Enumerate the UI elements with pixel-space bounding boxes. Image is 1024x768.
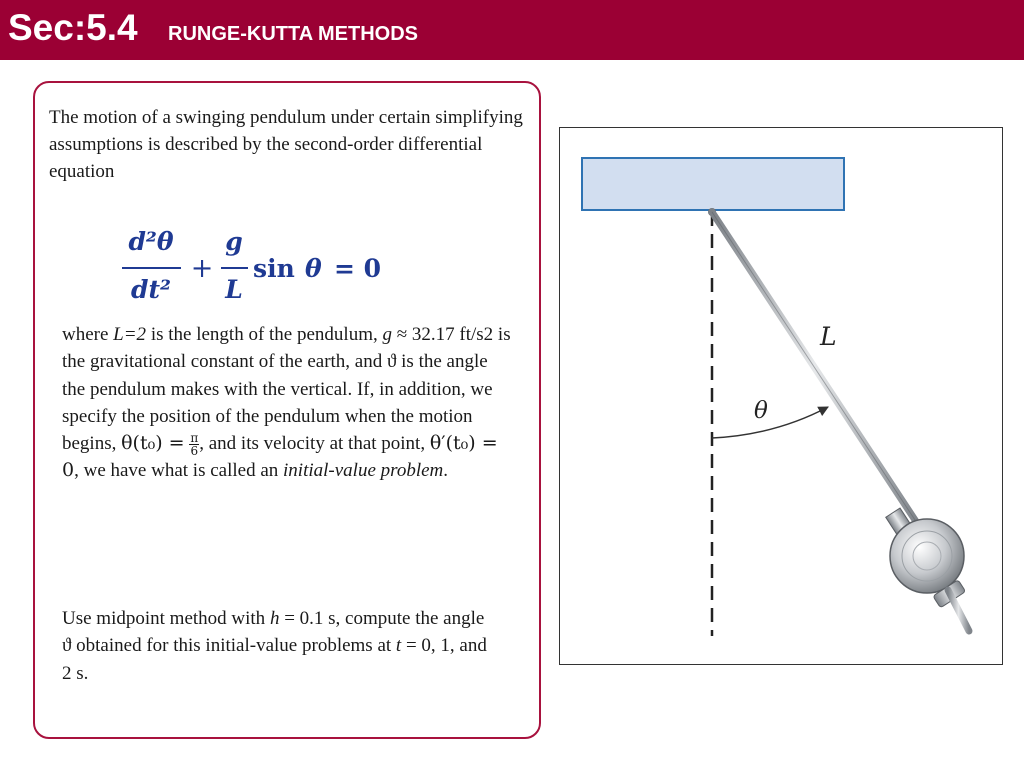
task-t: = 0, 1, and 2 s.	[62, 635, 487, 684]
pi-over-six	[189, 432, 199, 457]
pendulum-figure	[559, 127, 1003, 665]
pendulum-bob	[890, 519, 964, 593]
task-h: = 0.1 s, compute the angle ϑ obtained for this initial-value problems at	[62, 608, 485, 657]
task-pre: Use midpoint method with	[62, 608, 270, 629]
length-label: L	[820, 322, 837, 351]
title-bar	[0, 0, 1024, 60]
ceiling-block	[582, 158, 844, 210]
g-text: ≈ 32.17 ft/s2 is the gravitational constant of the earth, and ϑ is the angle the pendulum makes with the vertical. If, in addition, we specify the position of the pendulum when the motion begins,	[62, 324, 511, 455]
eq-equals-zero: = 0	[334, 254, 382, 283]
g-symbol: g	[382, 324, 392, 345]
eq-term1-denominator: dt²	[131, 275, 171, 304]
pendulum-illustration	[560, 128, 1002, 664]
angle-arc	[712, 407, 828, 438]
eq-plus: +	[190, 253, 214, 284]
h-symbol: h	[269, 608, 280, 629]
eq-term1-numerator: d²θ	[128, 227, 174, 256]
definition-paragraph	[62, 321, 512, 485]
section-number: Sec:5.4	[8, 7, 138, 48]
period: .	[443, 460, 449, 482]
eq-sin: sin	[253, 254, 295, 283]
init-mid-text: , and its velocity at that point,	[199, 433, 430, 455]
initial-velocity: θ′(t₀) = 0	[62, 432, 498, 482]
section-title: RUNGE-KUTTA METHODS	[168, 23, 418, 45]
task-text	[62, 605, 492, 687]
eq-theta: θ	[305, 254, 322, 283]
eq-term2-denominator: L	[225, 275, 243, 304]
ivp-term: initial-value problem	[283, 460, 444, 482]
pendulum-equation	[118, 220, 418, 312]
angle-label: θ	[754, 398, 768, 424]
length-definition: L=2	[113, 324, 147, 345]
init-end-text: , we have what is called an	[74, 460, 284, 482]
where-word: where	[62, 324, 109, 345]
t-symbol: t	[395, 635, 402, 657]
six-digit: 6	[190, 444, 199, 459]
eq-term2-numerator: g	[225, 227, 243, 256]
length-text: is the length of the pendulum,	[146, 324, 383, 345]
initial-position: θ(t₀) =	[121, 432, 185, 455]
intro-text: The motion of a swinging pendulum under certain simplifying assumptions is described by the second-order differential equation	[49, 107, 523, 182]
pi-symbol: π	[190, 431, 199, 446]
